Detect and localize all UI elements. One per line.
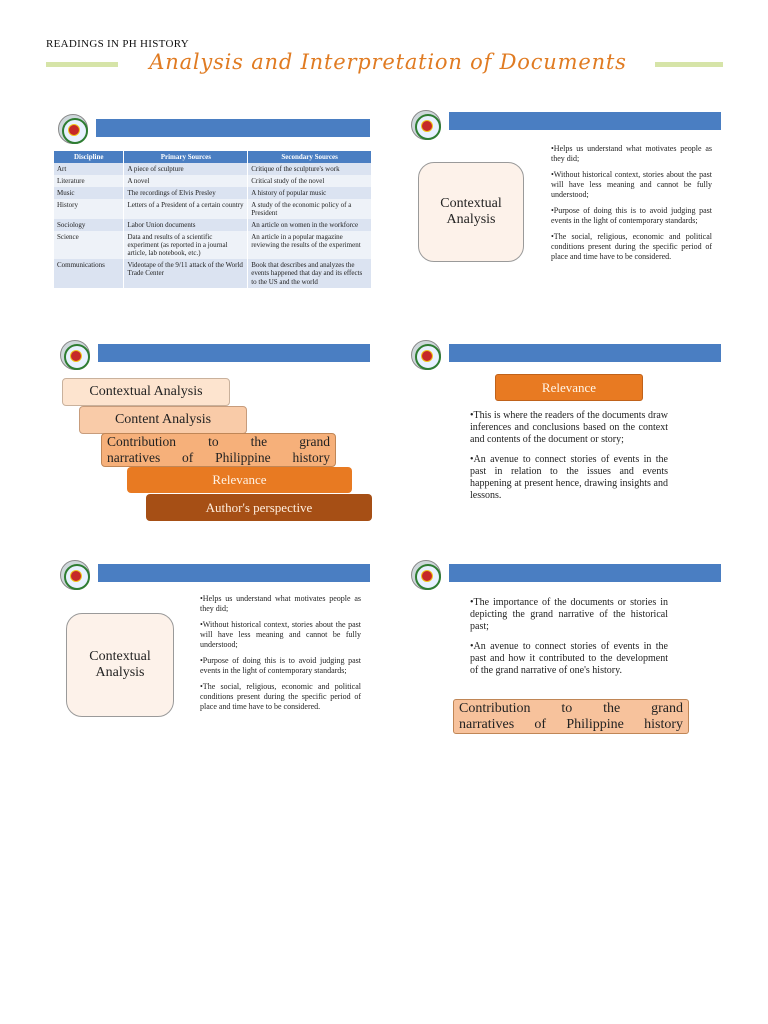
bullet-item: •Purpose of doing this is to avoid judging past events in the light of contemporary standards; bbox=[200, 656, 361, 675]
bullet-list bbox=[470, 410, 668, 511]
slide-title-bar bbox=[449, 344, 721, 362]
bullet-item: •Helps us understand what motivates people as they did; bbox=[200, 594, 361, 613]
table-cell: Book that describes and analyzes the events happened that day and its effects to the US and the world bbox=[248, 259, 372, 287]
table-cell: An article in a popular magazine reviewing the results of the experiment bbox=[248, 231, 372, 259]
table-header-cell: Secondary Sources bbox=[248, 151, 372, 163]
step-relevance: Relevance bbox=[127, 467, 352, 493]
bullet-list bbox=[470, 597, 668, 686]
bullet-list bbox=[551, 144, 712, 268]
table-cell: Critical study of the novel bbox=[248, 175, 372, 187]
university-seal-icon bbox=[411, 340, 441, 370]
table-row bbox=[54, 231, 372, 259]
table-header-cell: Primary Sources bbox=[124, 151, 248, 163]
table-cell: The recordings of Elvis Presley bbox=[124, 187, 248, 199]
step-line: narratives of Philippine history bbox=[107, 450, 330, 465]
table-header-row bbox=[54, 151, 372, 163]
slide-title-bar bbox=[98, 564, 370, 582]
slide-title-bar bbox=[449, 564, 721, 582]
table-row bbox=[54, 219, 372, 231]
table-cell: A history of popular music bbox=[248, 187, 372, 199]
table-cell: Data and results of a scientific experiment (as reported in a journal article, lab notebook, etc.) bbox=[124, 231, 248, 259]
box-line: Analysis bbox=[446, 212, 496, 227]
table-row bbox=[54, 163, 372, 175]
course-label: READINGS IN PH HISTORY bbox=[46, 38, 189, 50]
table-row bbox=[54, 187, 372, 199]
bullet-item: •Helps us understand what motivates people as they did; bbox=[551, 144, 712, 163]
table-cell: A study of the economic policy of a President bbox=[248, 199, 372, 219]
step-contextual-analysis: Contextual Analysis bbox=[62, 378, 230, 406]
step-content-analysis: Content Analysis bbox=[79, 406, 247, 434]
page-title: Analysis and Interpretation of Documents bbox=[149, 50, 627, 74]
bullet-item: •Without historical context, stories about the past will have less meaning and cannot be fully understood; bbox=[551, 170, 712, 199]
relevance-label: Relevance bbox=[495, 374, 643, 401]
step-authors-perspective: Author's perspective bbox=[146, 494, 372, 521]
table-cell: Letters of a President of a certain country bbox=[124, 199, 248, 219]
table-cell: Videotape of the 9/11 attack of the World Trade Center bbox=[124, 259, 248, 287]
box-line: Contextual bbox=[89, 648, 151, 664]
university-seal-icon bbox=[60, 560, 90, 590]
table-cell: An article on women in the workforce bbox=[248, 219, 372, 231]
table-cell: Art bbox=[54, 163, 124, 175]
table-cell: Music bbox=[54, 187, 124, 199]
table-cell: Critique of the sculpture's work bbox=[248, 163, 372, 175]
bullet-list bbox=[200, 594, 361, 718]
sources-table bbox=[54, 151, 372, 288]
table-header-cell: Discipline bbox=[54, 151, 124, 163]
header-rule-right bbox=[655, 62, 723, 67]
box-line: Contextual bbox=[440, 195, 502, 211]
table-cell: Labor Union documents bbox=[124, 219, 248, 231]
table-cell: History bbox=[54, 199, 124, 219]
bullet-item: •This is where the readers of the documents draw inferences and conclusions based on the context and contents of the document or story; bbox=[470, 410, 668, 445]
bullet-item: •An avenue to connect stories of events in the past in relation to the issues and events happening at present hence, drawing insights and lessons. bbox=[470, 454, 668, 501]
slide-title-bar bbox=[96, 119, 370, 137]
university-seal-icon bbox=[58, 114, 88, 144]
step-line: Contribution to the grand bbox=[107, 434, 330, 450]
bullet-item: •Purpose of doing this is to avoid judging past events in the light of contemporary standards; bbox=[551, 206, 712, 225]
table-cell: A novel bbox=[124, 175, 248, 187]
table-cell: A piece of sculpture bbox=[124, 163, 248, 175]
university-seal-icon bbox=[60, 340, 90, 370]
pill-line: narratives of Philippine history bbox=[459, 716, 683, 732]
header-rule-left bbox=[46, 62, 118, 67]
contextual-analysis-box bbox=[418, 162, 524, 262]
bullet-item: •The social, religious, economic and political conditions present during the specific period of place and time have to be considered. bbox=[551, 232, 712, 261]
table-row bbox=[54, 199, 372, 219]
table-cell: Communications bbox=[54, 259, 124, 287]
box-line: Analysis bbox=[95, 665, 145, 680]
bullet-item: •Without historical context, stories about the past will have less meaning and cannot be fully understood; bbox=[200, 620, 361, 649]
university-seal-icon bbox=[411, 560, 441, 590]
pill-line: Contribution to the grand bbox=[459, 701, 683, 717]
step-contribution bbox=[101, 433, 336, 467]
table-cell: Literature bbox=[54, 175, 124, 187]
university-seal-icon bbox=[411, 110, 441, 140]
bullet-item: •The importance of the documents or stories in depicting the grand narrative of the historical past; bbox=[470, 597, 668, 632]
slide-title-bar bbox=[98, 344, 370, 362]
contribution-label bbox=[453, 699, 689, 734]
bullet-item: •An avenue to connect stories of events in the past and how it contributed to the development of the grand narrative of one's history. bbox=[470, 641, 668, 676]
table-row bbox=[54, 175, 372, 187]
bullet-item: •The social, religious, economic and political conditions present during the specific period of place and time have to be considered. bbox=[200, 682, 361, 711]
table-row bbox=[54, 259, 372, 287]
table-cell: Sociology bbox=[54, 219, 124, 231]
table-cell: Science bbox=[54, 231, 124, 259]
slide-title-bar bbox=[449, 112, 721, 130]
contextual-analysis-box bbox=[66, 613, 174, 717]
